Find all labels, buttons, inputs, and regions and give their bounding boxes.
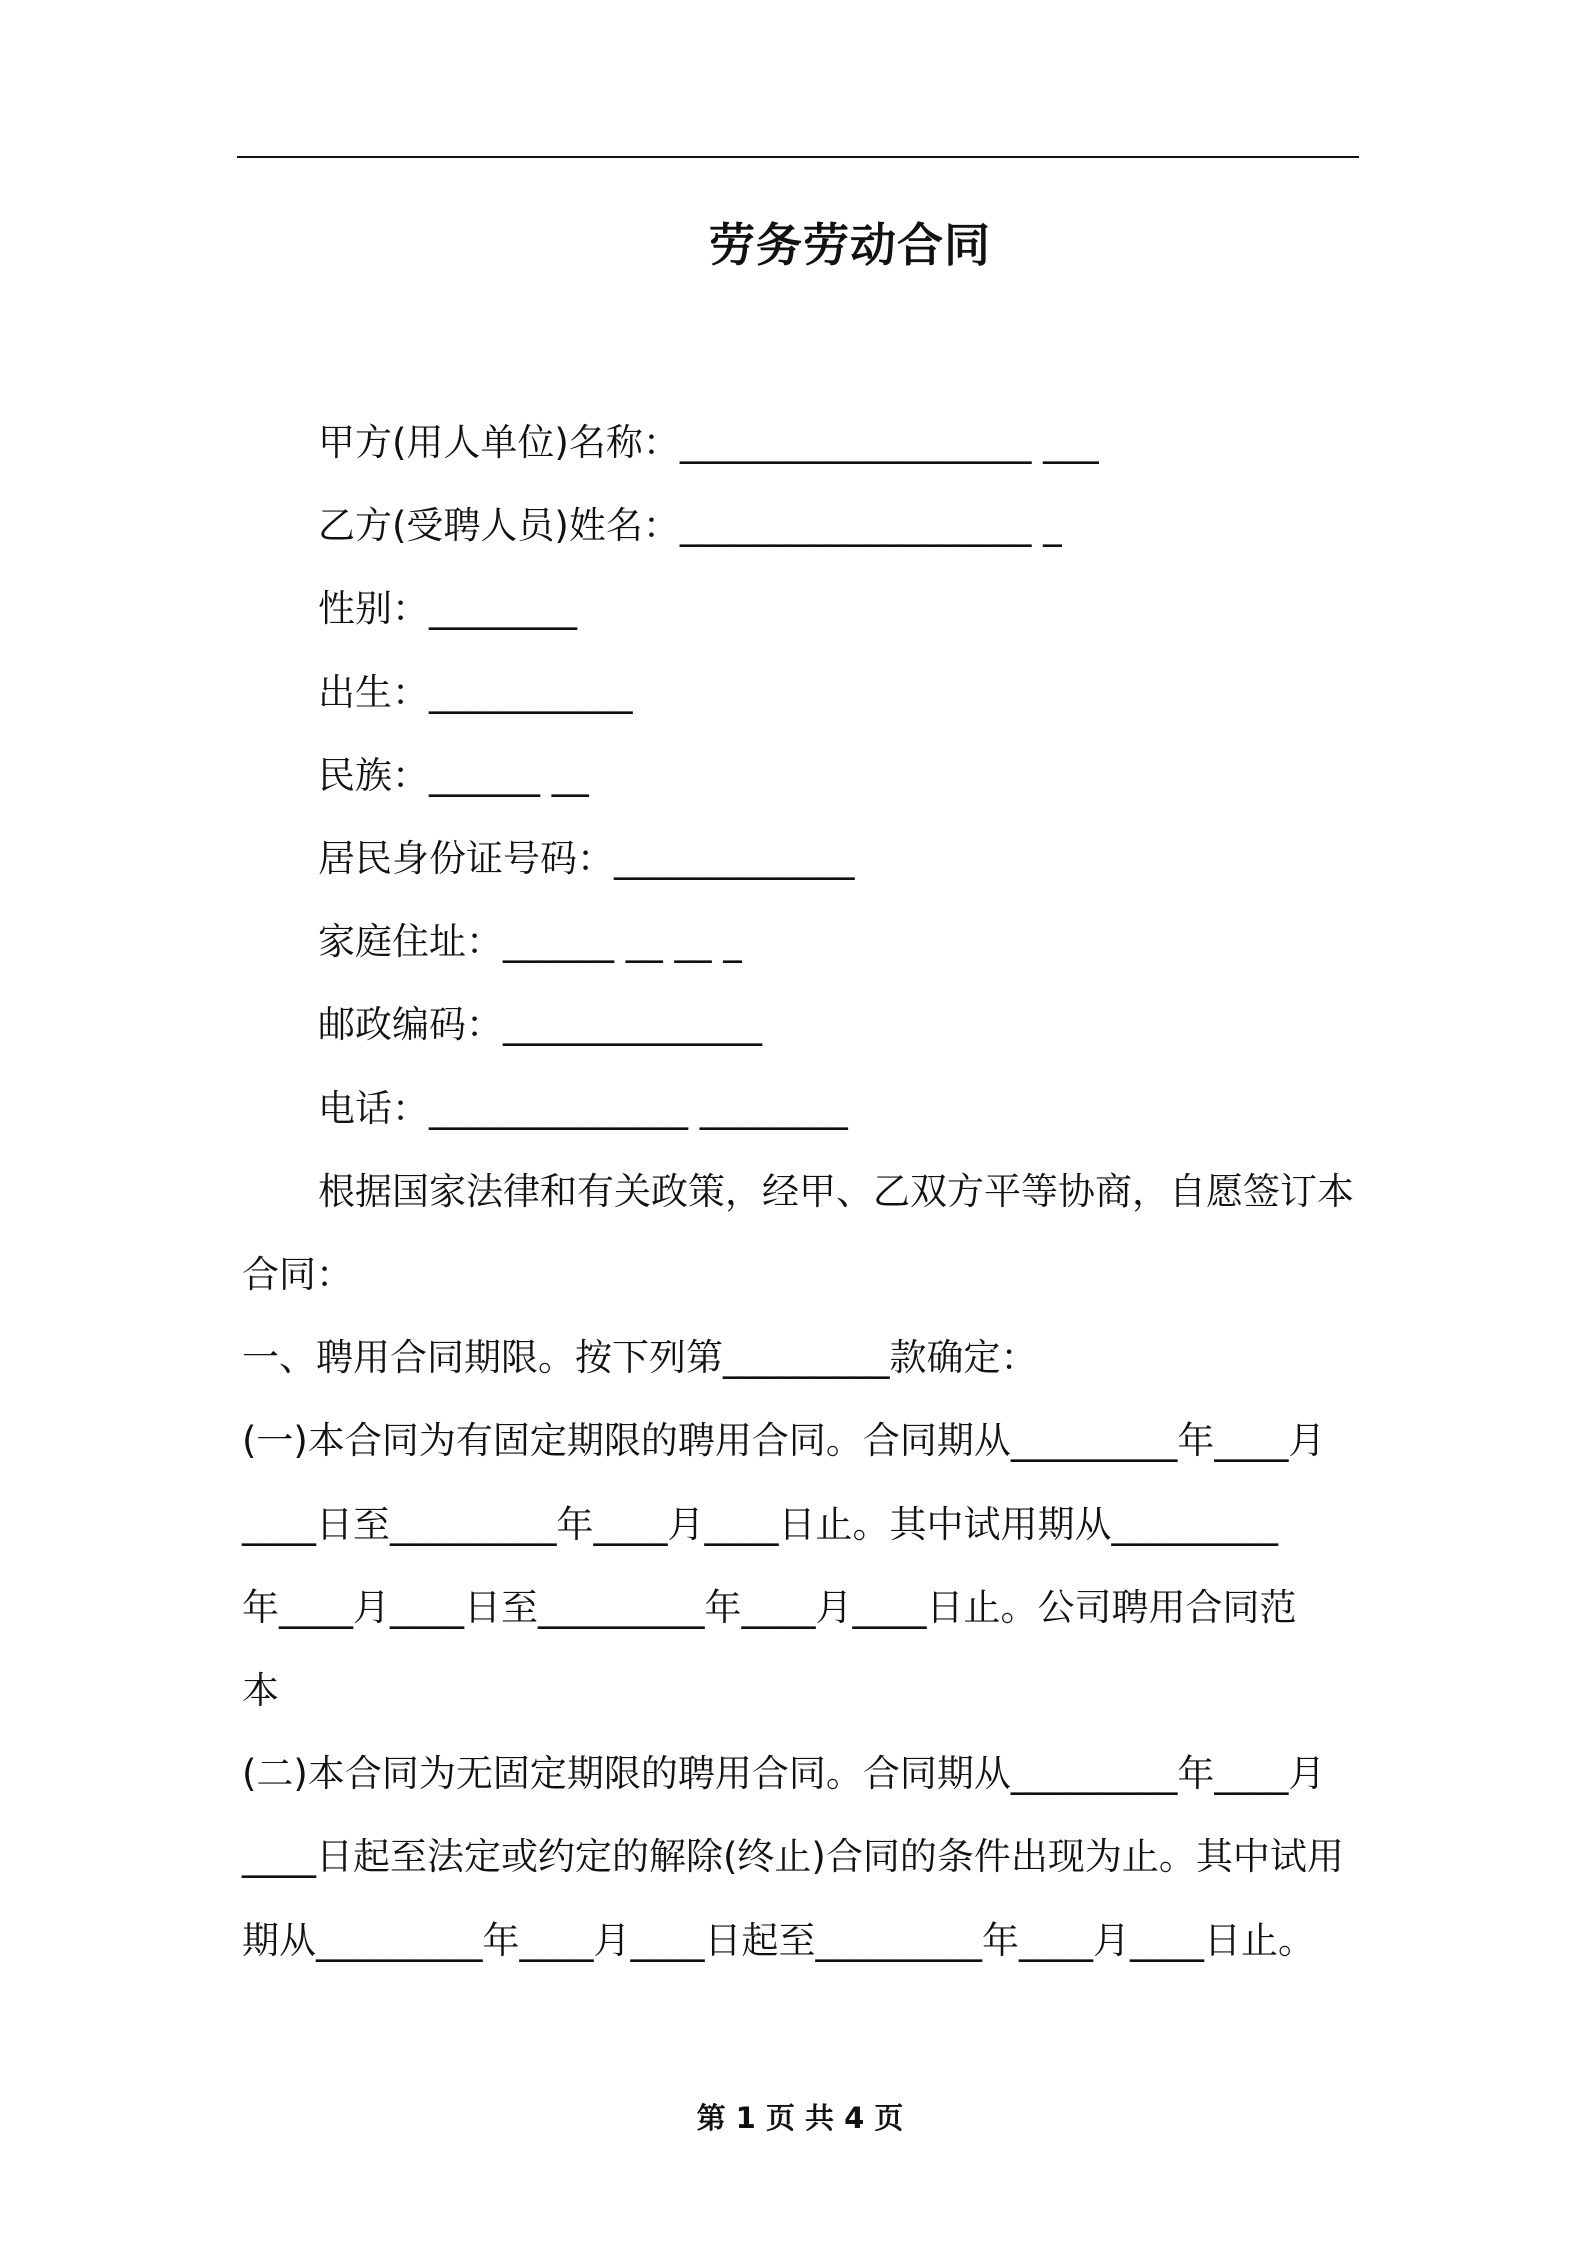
- clause-1-line: 本: [242, 1669, 279, 1712]
- field-phone: 电话：______________ ________: [318, 1087, 848, 1130]
- document-title: 劳务劳动合同: [709, 218, 991, 272]
- clause-2-line: (二)本合同为无固定期限的聘用合同。合同期从_________年____月: [242, 1752, 1326, 1795]
- field-birth: 出生：___________: [318, 671, 633, 714]
- field-postal-code: 邮政编码：______________: [318, 1003, 762, 1046]
- field-party-b-name: 乙方(受聘人员)姓名：___________________ _: [318, 504, 1062, 547]
- clause-1-line: ____日至_________年____月____日止。其中试用期从_________: [242, 1503, 1278, 1546]
- clause-2-line: 期从_________年____月____日起至_________年____月____日止。: [242, 1919, 1315, 1962]
- section-heading: 一、聘用合同期限。按下列第_________款确定：: [242, 1336, 1038, 1379]
- clause-1-line: 年____月____日至_________年____月____日止。公司聘用合同范: [242, 1586, 1297, 1629]
- field-party-a-name: 甲方(用人单位)名称：___________________ ___: [318, 421, 1099, 464]
- clause-1-line: (一)本合同为有固定期限的聘用合同。合同期从_________年____月: [242, 1419, 1326, 1462]
- field-ethnicity: 民族：______ __: [318, 754, 589, 797]
- intro-line: 根据国家法律和有关政策，经甲、乙双方平等协商，自愿签订本: [318, 1170, 1354, 1213]
- page-number: 第 1 页 共 4 页: [696, 2101, 904, 2135]
- clause-2-line: ____日起至法定或约定的解除(终止)合同的条件出现为止。其中试用: [242, 1835, 1344, 1878]
- header-rule: [237, 156, 1359, 158]
- field-gender: 性别：________: [318, 587, 577, 630]
- intro-line: 合同：: [242, 1253, 353, 1296]
- field-id-number: 居民身份证号码：_____________: [318, 837, 855, 880]
- field-home-address: 家庭住址：______ __ __ _: [318, 920, 742, 963]
